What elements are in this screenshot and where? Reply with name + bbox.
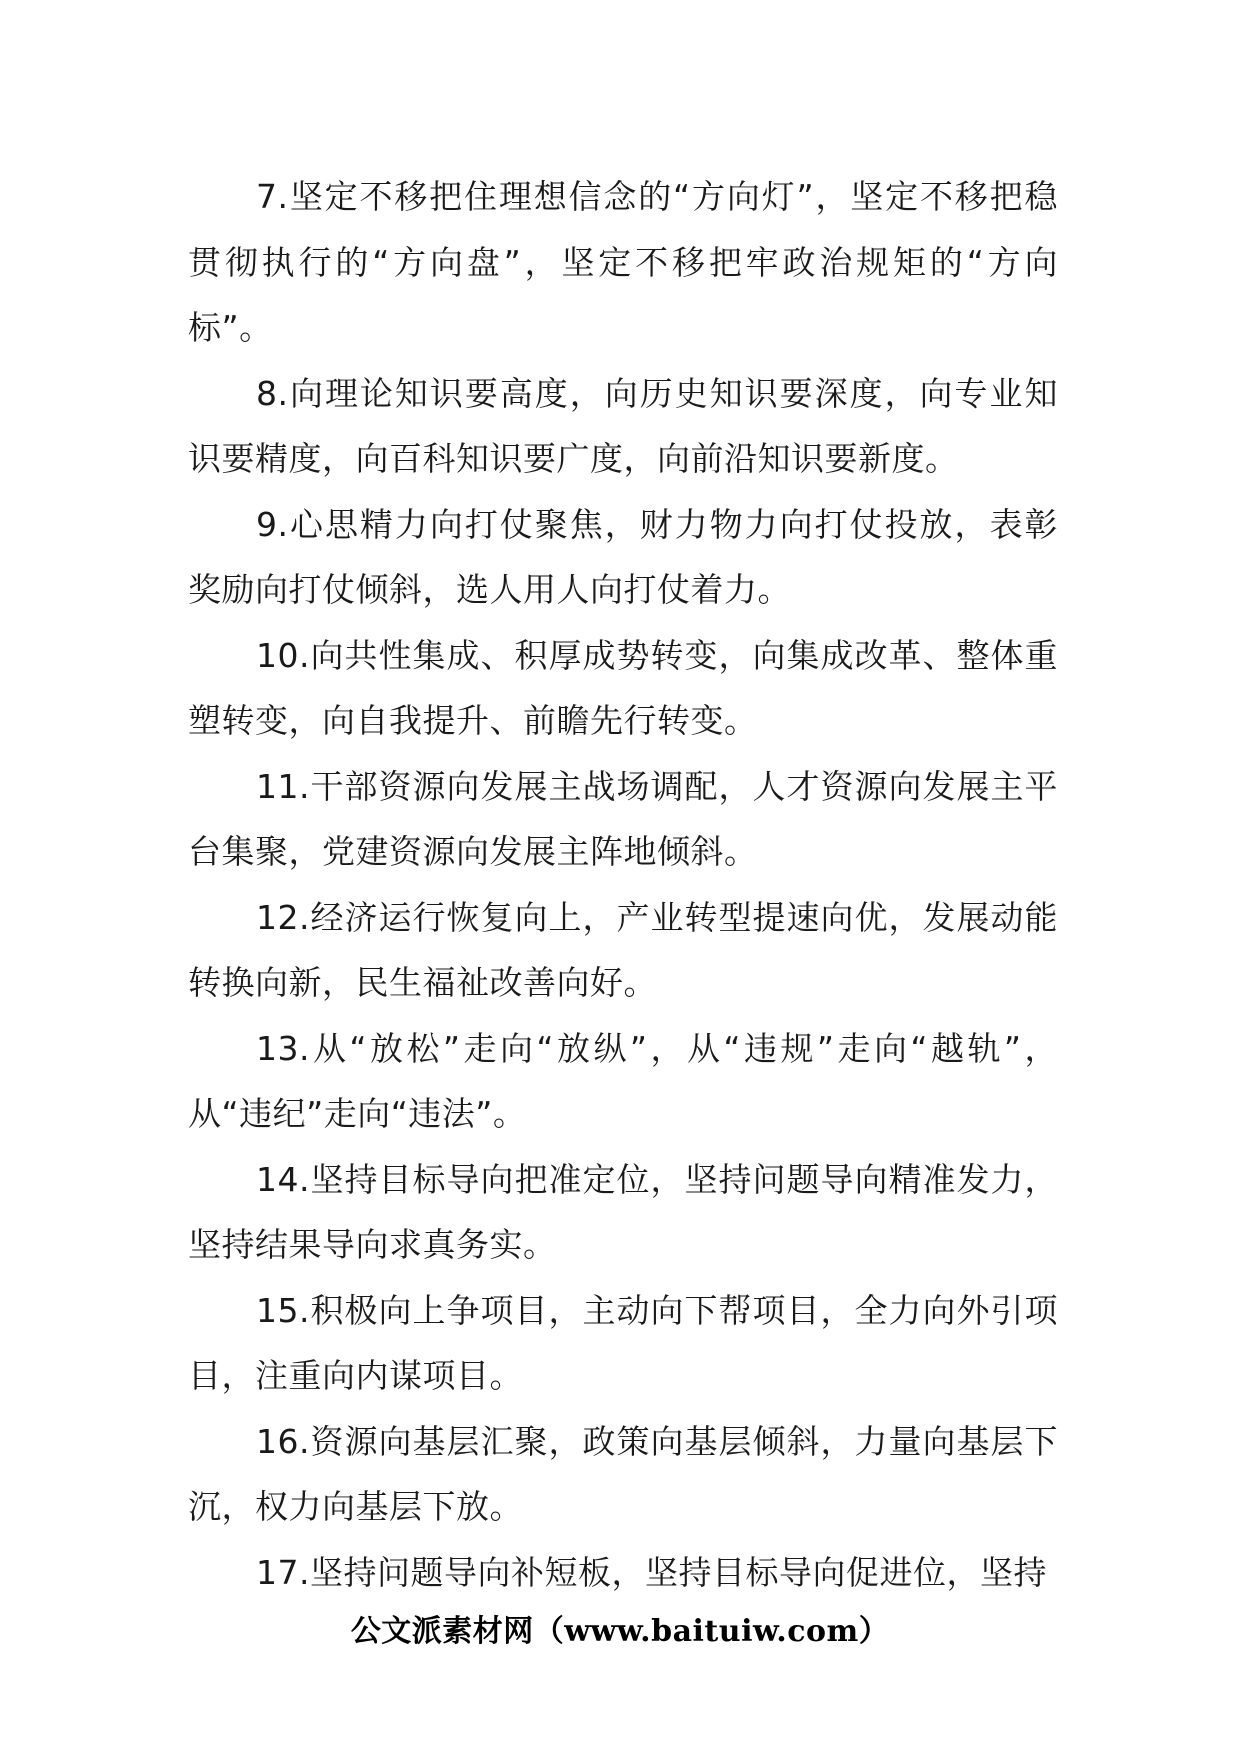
paragraph-14: 14.坚持目标导向把准定位，坚持问题导向精准发力，坚持结果导向求真务实。 (188, 1159, 1058, 1264)
paragraph-16: 16.资源向基层汇聚，政策向基层倾斜，力量向基层下沉，权力向基层下放。 (188, 1421, 1058, 1526)
paragraph-10: 10.向共性集成、积厚成势转变，向集成改革、整体重塑转变，向自我提升、前瞻先行转变。 (188, 635, 1058, 740)
paragraph-13: 13.从“放松”走向“放纵”，从“违规”走向“越轨”，从“违纪”走向“违法”。 (188, 1028, 1058, 1133)
document-body (188, 164, 1058, 1605)
footer-watermark: 公文派素材网（www.baituiw.com） (350, 1614, 890, 1649)
paragraph-7: 7.坚定不移把住理想信念的“方向灯”，坚定不移把稳贯彻执行的“方向盘”，坚定不移把牢政治规矩的“方向标”。 (188, 177, 1058, 347)
paragraph-8: 8.向理论知识要高度，向历史知识要深度，向专业知识要精度，向百科知识要广度，向前沿知识要新度。 (188, 373, 1058, 478)
paragraph-15: 15.积极向上争项目，主动向下帮项目，全力向外引项目，注重向内谋项目。 (188, 1290, 1058, 1395)
paragraph-17: 17.坚持问题导向补短板，坚持目标导向促进位，坚持 (256, 1552, 1047, 1592)
paragraph-9: 9.心思精力向打仗聚焦，财力物力向打仗投放，表彰奖励向打仗倾斜，选人用人向打仗着力。 (188, 504, 1058, 609)
paragraph-11: 11.干部资源向发展主战场调配，人才资源向发展主平台集聚，党建资源向发展主阵地倾斜。 (188, 766, 1058, 871)
paragraph-12: 12.经济运行恢复向上，产业转型提速向优，发展动能转换向新，民生福祉改善向好。 (188, 897, 1058, 1002)
